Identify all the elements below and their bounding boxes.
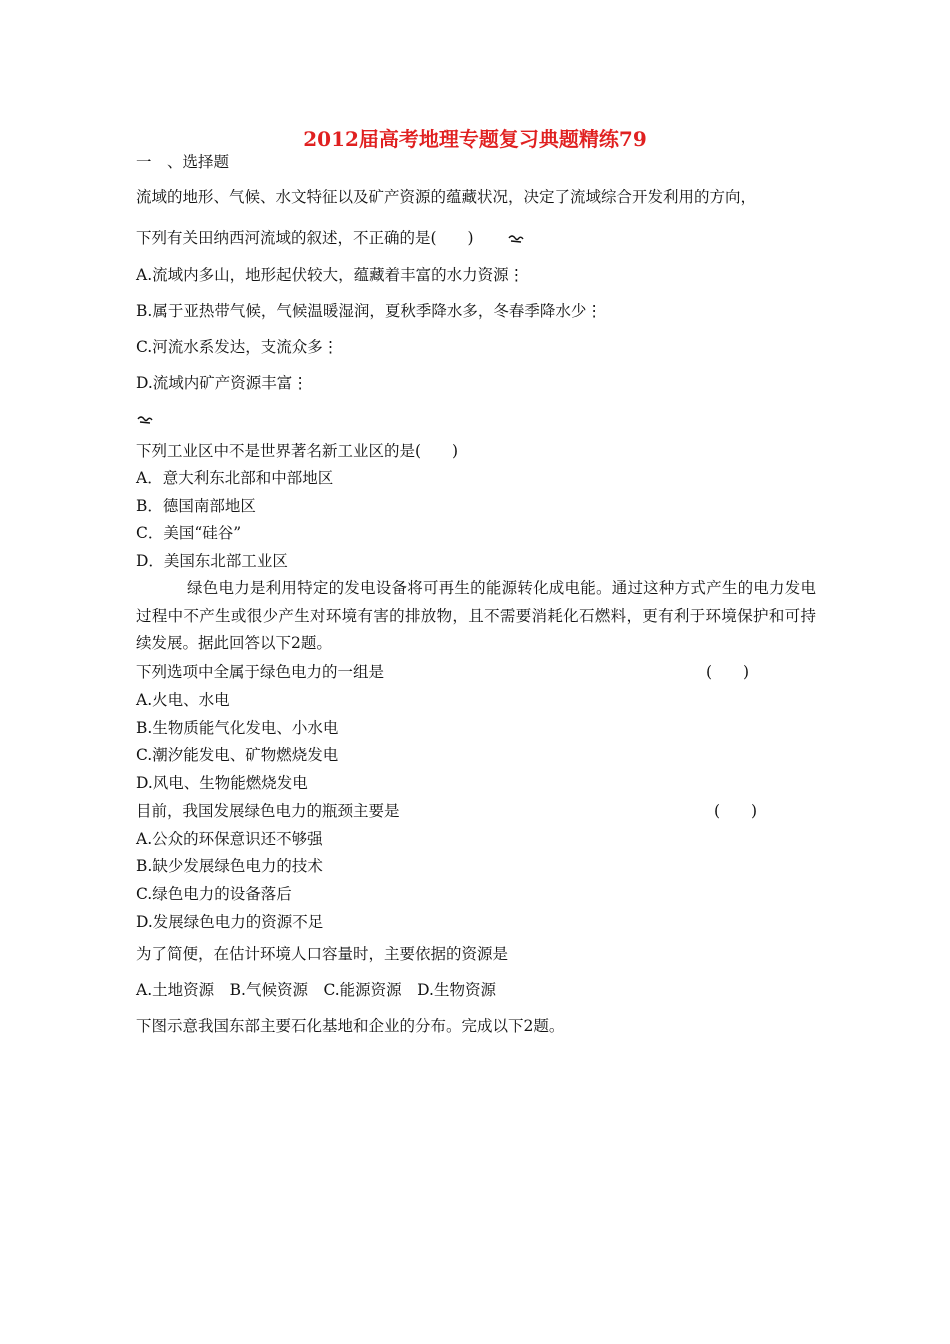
q4-option-c: C.绿色电力的设备落后 xyxy=(136,885,292,903)
q4-option-a: A.公众的环保意识还不够强 xyxy=(136,830,323,848)
q3-option-c: C.潮汐能发电、矿物燃烧发电 xyxy=(136,746,339,764)
q5-stem: 为了简便，在估计环境人口容量时，主要依据的资源是 xyxy=(136,945,509,963)
q1-option-b: B.属于亚热带气候，气候温暖湿润，夏秋季降水多，冬春季降水少⋮ xyxy=(136,302,602,320)
scribble-icon xyxy=(508,233,524,245)
scribble-icon xyxy=(137,414,153,426)
q5-options: A.土地资源 B.气候资源 C.能源资源 D.生物资源 xyxy=(136,981,496,999)
q4-stem: 目前，我国发展绿色电力的瓶颈主要是 xyxy=(136,802,400,820)
q2-option-c: C．美国“硅谷” xyxy=(136,524,242,542)
q1-option-c: C.河流水系发达，支流众多⋮ xyxy=(136,338,339,356)
q3-option-a: A.火电、水电 xyxy=(136,691,230,709)
q3-stem: 下列选项中全属于绿色电力的一组是 xyxy=(136,663,385,681)
q1-stem: 下列有关田纳西河流域的叙述，不正确的是( ) xyxy=(136,229,474,247)
q1-intro: 流域的地形、气候、水文特征以及矿产资源的蕴藏状况，决定了流域综合开发利用的方向， xyxy=(136,188,757,206)
q2-option-d: D．美国东北部工业区 xyxy=(136,552,288,570)
passage-paragraph: 绿色电力是利用特定的发电设备将可再生的能源转化成电能。通过这种方式产生的电力发电过程中不产生或很少产生对环境有害的排放物，且不需要消耗化石燃料，更有利于环境保护和可持续发展。据此回答以下2题。 xyxy=(136,579,816,652)
q4-answer-bracket: ( ) xyxy=(714,802,758,820)
q4-option-d: D.发展绿色电力的资源不足 xyxy=(136,913,324,931)
page-title: 2012届高考地理专题复习典题精练79 xyxy=(303,127,647,151)
q2-stem: 下列工业区中不是世界著名新工业区的是( ) xyxy=(136,442,459,460)
q1-option-a: A.流域内多山，地形起伏较大，蕴藏着丰富的水力资源⋮ xyxy=(136,266,525,284)
section-heading: 一 、选择题 xyxy=(136,153,230,171)
q3-option-d: D.风电、生物能燃烧发电 xyxy=(136,774,308,792)
q3-option-b: B.生物质能气化发电、小水电 xyxy=(136,719,339,737)
q2-option-a: A．意大利东北部和中部地区 xyxy=(136,469,334,487)
q1-option-d: D.流域内矿产资源丰富⋮ xyxy=(136,374,308,392)
q2-option-b: B．德国南部地区 xyxy=(136,497,256,515)
q6-stem: 下图示意我国东部主要石化基地和企业的分布。完成以下2题。 xyxy=(136,1017,565,1035)
q4-option-b: B.缺少发展绿色电力的技术 xyxy=(136,857,323,875)
q3-answer-bracket: ( ) xyxy=(706,663,750,681)
